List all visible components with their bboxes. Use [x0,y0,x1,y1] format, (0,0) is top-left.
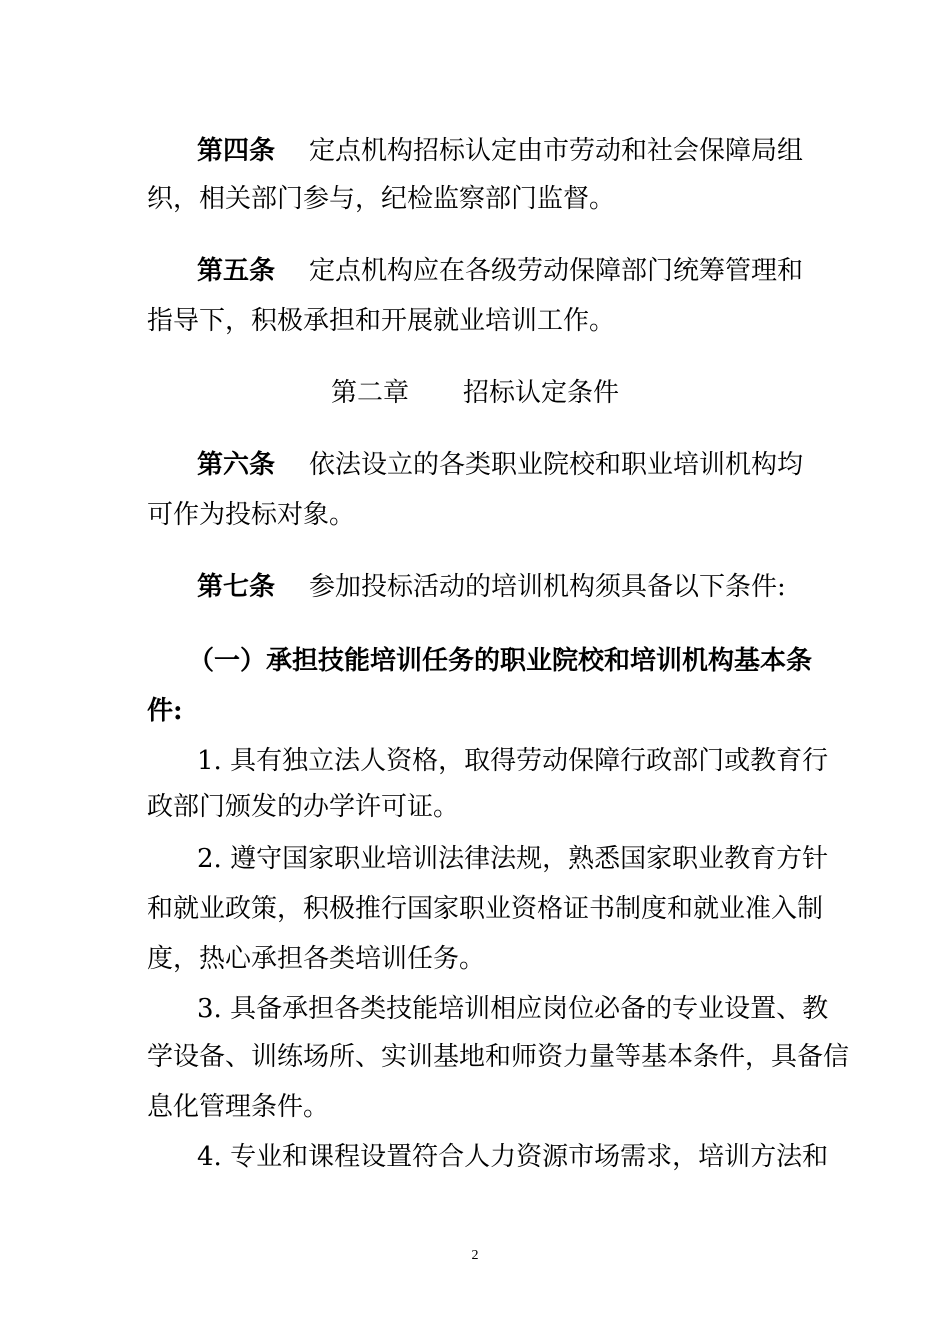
item-2-line-1: 2. 遵守国家职业培训法律法规，熟悉国家职业教育方针 [197,844,829,874]
item-2-line-2: 和就业政策，积极推行国家职业资格证书制度和就业准入制 [147,894,824,924]
article-5-text-1: 定点机构应在各级劳动保障部门统筹管理和 [309,256,804,286]
article-6-line-2: 可作为投标对象。 [147,500,356,530]
item-2-line-3: 度，热心承担各类培训任务。 [147,944,486,974]
article-4-line-2: 织，相关部门参与，纪检监察部门监督。 [147,184,616,214]
chapter-title: 招标认定条件 [463,378,620,408]
section-1-line-2: 件: [147,696,183,726]
article-7-label: 第七条 [197,572,276,602]
section-1-line-1: （一）承担技能培训任务的职业院校和培训机构基本条 [188,646,813,676]
article-6-line-1 [197,448,803,482]
article-5-line-2: 指导下，积极承担和开展就业培训工作。 [147,306,616,336]
chapter-heading [0,376,950,410]
article-4-line-1 [197,134,803,168]
article-7-line-1 [197,570,786,604]
article-6-text-1: 依法设立的各类职业院校和职业培训机构均 [309,450,804,480]
item-3-line-2: 学设备、训练场所、实训基地和师资力量等基本条件，具备信 [147,1042,850,1072]
article-5-line-1 [197,254,803,288]
page-number: 2 [471,1248,479,1263]
item-1-line-2: 政部门颁发的办学许可证。 [147,792,460,822]
article-4-text-1: 定点机构招标认定由市劳动和社会保障局组 [309,136,804,166]
article-7-text-1: 参加投标活动的培训机构须具备以下条件: [309,572,786,602]
item-3-line-1: 3. 具备承担各类技能培训相应岗位必备的专业设置、教 [197,994,829,1024]
chapter-number: 第二章 [330,378,409,408]
article-5-label: 第五条 [197,256,276,286]
article-4-label: 第四条 [197,136,276,166]
item-3-line-3: 息化管理条件。 [147,1092,330,1122]
item-1-line-1: 1. 具有独立法人资格，取得劳动保障行政部门或教育行 [197,746,829,776]
item-4-line-1: 4. 专业和课程设置符合人力资源市场需求，培训方法和 [197,1142,829,1172]
article-6-label: 第六条 [197,450,276,480]
